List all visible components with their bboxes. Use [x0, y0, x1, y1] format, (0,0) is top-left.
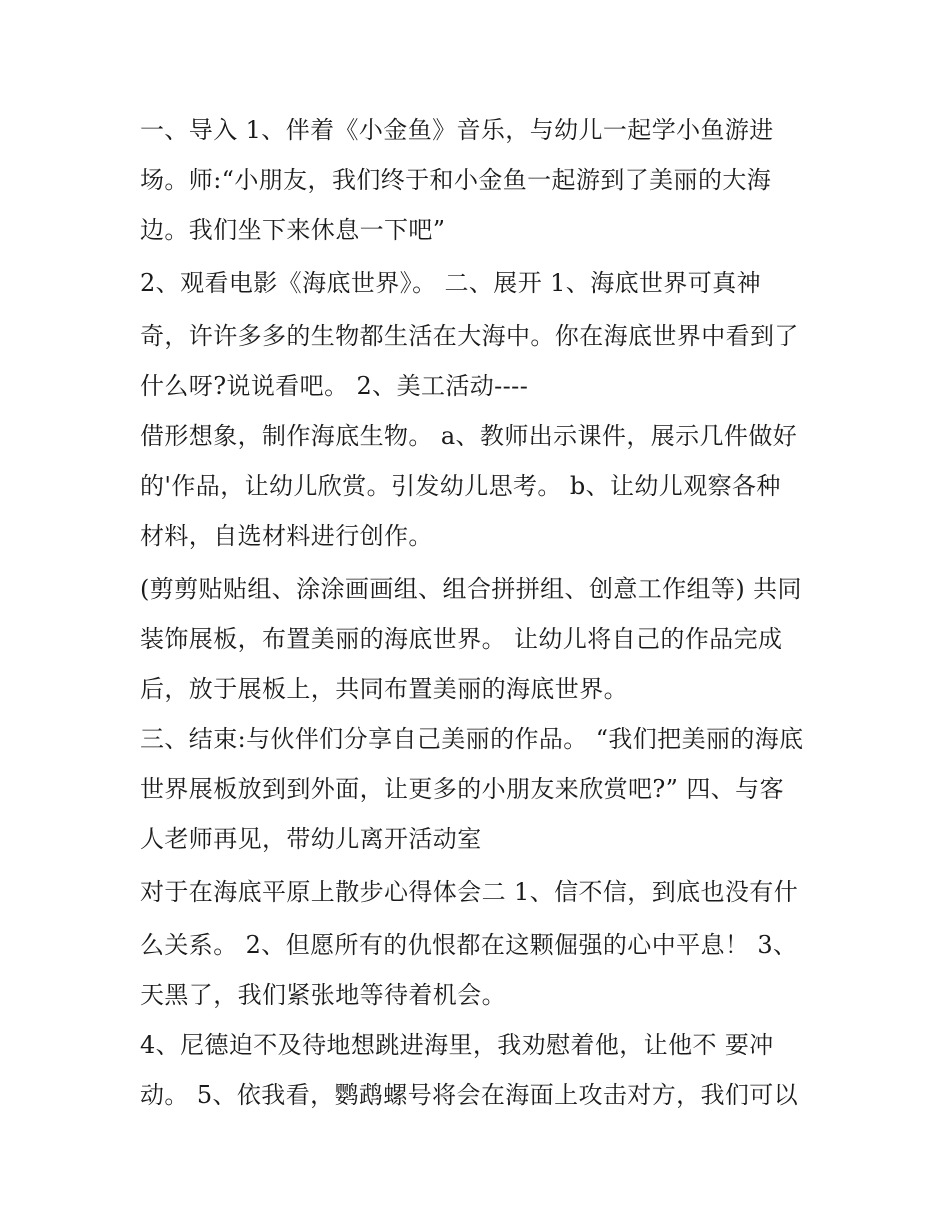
text-line: 对于在海底平原上散步心得体会二 1、信不信，到底也没有什 — [140, 878, 799, 906]
text-line: 世界展板放到到外面，让更多的小朋友来欣赏吧?” 四、与客 — [140, 775, 784, 803]
text-line: 奇，许许多多的生物都生活在大海中。你在海底世界中看到了 — [140, 322, 799, 350]
text-line: 边。我们坐下来休息一下吧” — [140, 216, 446, 244]
text-line: 材料，自选材料进行创作。 — [140, 522, 433, 550]
text-line: 三、结束:与伙伴们分享自己美丽的作品。 “我们把美丽的海底 — [140, 725, 804, 753]
text-line: 2、观看电影《海底世界》。 二、展开 1、海底世界可真神 — [140, 269, 761, 297]
text-line: 装饰展板，布置美丽的海底世界。 让幼儿将自己的作品完成 — [140, 625, 783, 653]
text-line: 场。师:“小朋友，我们终于和小金鱼一起游到了美丽的大海 — [140, 166, 772, 194]
text-line: 借形想象，制作海底生物。 a、教师出示课件，展示几件做好 — [140, 422, 798, 450]
text-line: 天黑了，我们紧张地等待着机会。 — [140, 981, 506, 1009]
text-line: 么关系。 2、但愿所有的仇恨都在这颗倔强的心中平息！ 3、 — [140, 931, 798, 959]
text-line: 人老师再见，带幼儿离开活动室 — [140, 825, 482, 853]
text-line: 一、导入 1、伴着《小金鱼》音乐，与幼儿一起学小鱼游进 — [140, 116, 774, 144]
text-line: 4、尼德迫不及待地想跳进海里，我劝慰着他，让他不 要冲 — [140, 1031, 774, 1059]
text-line: 动。 5、依我看，鹦鹉螺号将会在海面上攻击对方，我们可以 — [140, 1081, 799, 1109]
text-line: 后，放于展板上，共同布置美丽的海底世界。 — [140, 675, 628, 703]
text-line: 的'作品，让幼儿欣赏。引发幼儿思考。 b、让幼儿观察各种 — [140, 472, 781, 500]
text-line: (剪剪贴贴组、涂涂画画组、组合拼拼组、创意工作组等) 共同 — [140, 575, 802, 603]
text-line: 什么呀?说说看吧。 2、美工活动---- — [140, 372, 529, 400]
